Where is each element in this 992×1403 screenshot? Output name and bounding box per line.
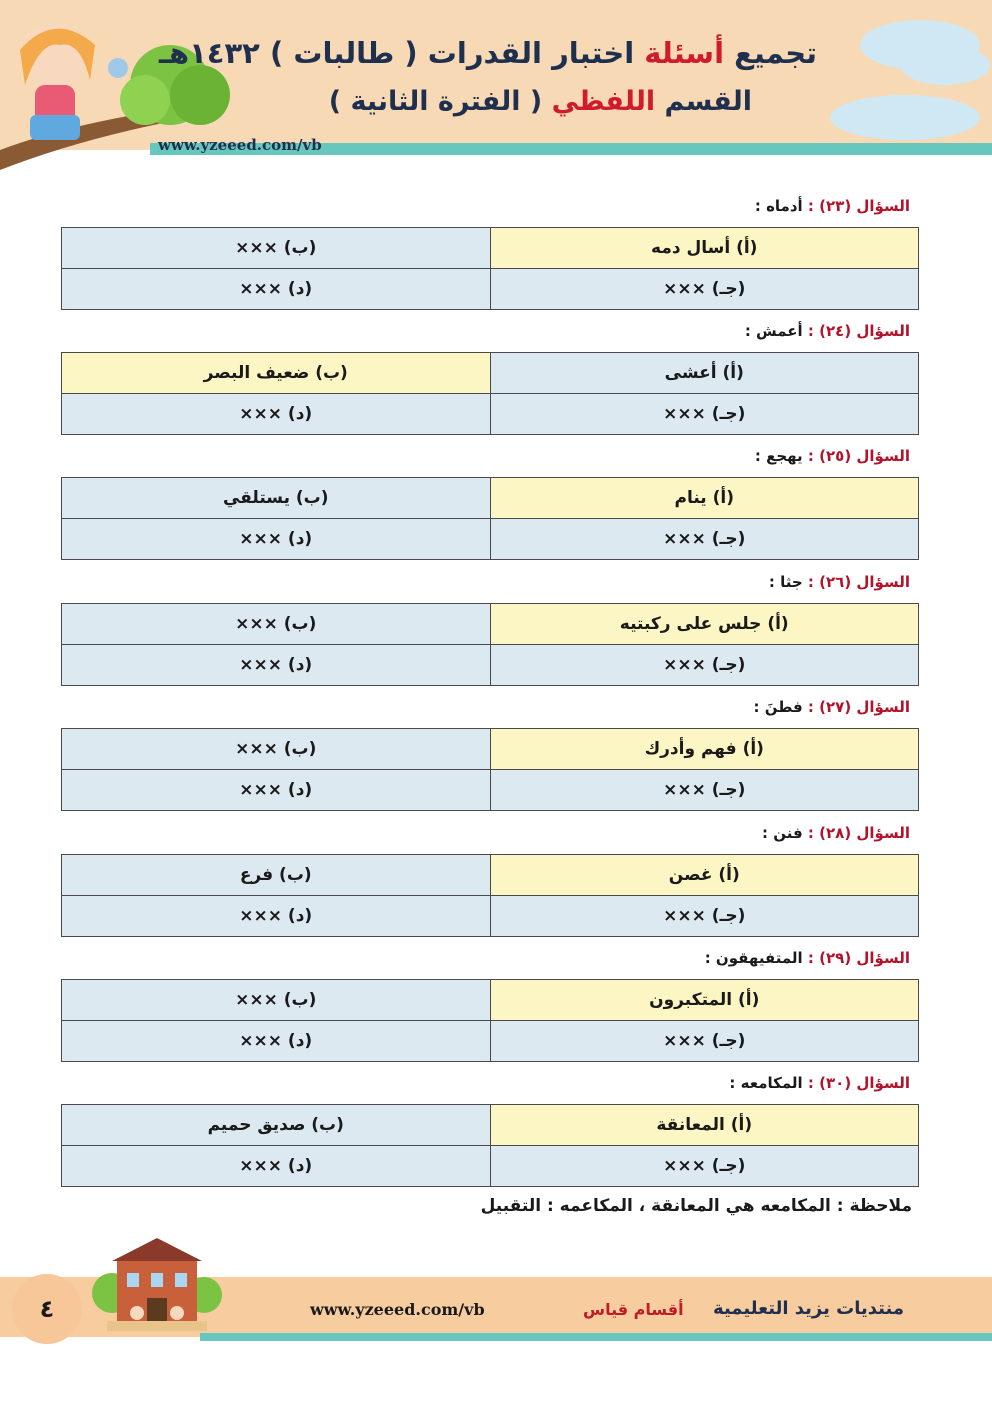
answer-option-d[interactable]: (د) ××× <box>62 269 491 310</box>
answer-options-table <box>61 227 919 310</box>
footer-divider <box>200 1333 992 1341</box>
school-illustration <box>92 1233 222 1353</box>
answer-option-d[interactable]: (د) ××× <box>62 394 491 435</box>
subtitle-highlight: اللفظي <box>551 86 656 117</box>
answer-option-b[interactable]: (ب) ××× <box>62 980 491 1021</box>
table-row <box>62 478 919 519</box>
table-row <box>62 228 919 269</box>
question-heading <box>705 949 910 967</box>
question-heading <box>754 698 910 716</box>
answer-options-table <box>61 477 919 560</box>
question-heading <box>729 1074 910 1092</box>
subtitle-text: القسم <box>655 86 752 117</box>
answer-option-d[interactable]: (د) ××× <box>62 519 491 560</box>
question-word: المكامعه : <box>729 1074 803 1092</box>
answer-options-table <box>61 979 919 1062</box>
table-row <box>62 519 919 560</box>
page-title <box>159 36 817 70</box>
question-heading <box>755 197 910 215</box>
answer-option-a[interactable]: (أ) غصن <box>490 855 919 896</box>
answer-option-d[interactable]: (د) ××× <box>62 1021 491 1062</box>
answer-option-a[interactable]: (أ) فهم وأدرك <box>490 729 919 770</box>
answer-option-b[interactable]: (ب) ××× <box>62 604 491 645</box>
footer-site-link[interactable]: www.yzeeed.com/vb <box>310 1300 485 1319</box>
answer-option-a[interactable]: (أ) أسال دمه <box>490 228 919 269</box>
question-heading <box>755 447 910 465</box>
answer-option-c[interactable]: (جـ) ××× <box>490 1146 919 1187</box>
answer-options-table <box>61 352 919 435</box>
answer-options-table <box>61 728 919 811</box>
question-number: السؤال (٢٥) : <box>807 447 910 465</box>
question-word: جثا : <box>768 573 803 591</box>
question-number: السؤال (٢٩) : <box>807 949 910 967</box>
page-subtitle <box>329 86 752 117</box>
page-number: ٤ <box>12 1274 82 1344</box>
answer-option-c[interactable]: (جـ) ××× <box>490 1021 919 1062</box>
question-word: المتفيهقون : <box>704 949 803 967</box>
question-word: أدماه : <box>754 197 803 215</box>
answer-option-b[interactable]: (ب) يستلقي <box>62 478 491 519</box>
table-row <box>62 896 919 937</box>
answer-option-c[interactable]: (جـ) ××× <box>490 645 919 686</box>
table-row <box>62 269 919 310</box>
cloud-decoration <box>900 45 990 85</box>
answer-options-table <box>61 854 919 937</box>
note: ملاحظة : المكامعه هي المعانقة ، المكاعمه : التقبيل <box>480 1196 912 1216</box>
title-highlight: أسئلة <box>644 36 725 70</box>
title-text: تجميع <box>724 36 817 70</box>
answer-options-table <box>61 603 919 686</box>
girl-on-branch-illustration <box>0 0 240 190</box>
question-number: السؤال (٢٧) : <box>807 698 910 716</box>
answer-option-c[interactable]: (جـ) ××× <box>490 770 919 811</box>
answer-option-a[interactable]: (أ) أعشى <box>490 353 919 394</box>
table-row <box>62 729 919 770</box>
question-word: يهجع : <box>754 447 803 465</box>
answer-option-d[interactable]: (د) ××× <box>62 645 491 686</box>
answer-option-c[interactable]: (جـ) ××× <box>490 269 919 310</box>
question-number: السؤال (٢٨) : <box>807 824 910 842</box>
question-number: السؤال (٢٦) : <box>807 573 910 591</box>
title-text: اختبار القدرات ( طالبات ) ١٤٣٢هـ <box>159 36 645 70</box>
answer-option-d[interactable]: (د) ××× <box>62 770 491 811</box>
answer-option-d[interactable]: (د) ××× <box>62 1146 491 1187</box>
table-row <box>62 770 919 811</box>
question-word: فطنَ : <box>753 698 803 716</box>
footer-forum-name: منتديات يزيد التعليمية <box>713 1298 904 1319</box>
table-row <box>62 645 919 686</box>
answer-options-table <box>61 1104 919 1187</box>
question-heading <box>745 322 910 340</box>
question-heading <box>769 573 910 591</box>
table-row <box>62 394 919 435</box>
answer-option-d[interactable]: (د) ××× <box>62 896 491 937</box>
answer-option-b[interactable]: (ب) ××× <box>62 228 491 269</box>
answer-option-a[interactable]: (أ) ينام <box>490 478 919 519</box>
table-row <box>62 855 919 896</box>
answer-option-a[interactable]: (أ) المعانقة <box>490 1105 919 1146</box>
cloud-decoration <box>830 95 980 140</box>
answer-option-a[interactable]: (أ) المتكبرون <box>490 980 919 1021</box>
answer-option-b[interactable]: (ب) ضعيف البصر <box>62 353 491 394</box>
footer-section-link[interactable]: أقسام قياس <box>583 1300 684 1319</box>
header-site-link[interactable]: www.yzeeed.com/vb <box>158 136 322 154</box>
answer-option-c[interactable]: (جـ) ××× <box>490 896 919 937</box>
answer-option-c[interactable]: (جـ) ××× <box>490 519 919 560</box>
question-number: السؤال (٢٣) : <box>807 197 910 215</box>
table-row <box>62 1021 919 1062</box>
question-heading <box>762 824 910 842</box>
table-row <box>62 980 919 1021</box>
answer-option-b[interactable]: (ب) فرع <box>62 855 491 896</box>
question-number: السؤال (٢٤) : <box>807 322 910 340</box>
subtitle-text: ( الفترة الثانية ) <box>328 86 552 117</box>
answer-option-b[interactable]: (ب) ××× <box>62 729 491 770</box>
question-number: السؤال (٣٠) : <box>807 1074 910 1092</box>
question-word: أعمش : <box>744 322 803 340</box>
question-word: فنن : <box>762 824 803 842</box>
table-row <box>62 353 919 394</box>
table-row <box>62 1146 919 1187</box>
answer-option-a[interactable]: (أ) جلس على ركبتيه <box>490 604 919 645</box>
table-row <box>62 604 919 645</box>
answer-option-b[interactable]: (ب) صديق حميم <box>62 1105 491 1146</box>
answer-option-c[interactable]: (جـ) ××× <box>490 394 919 435</box>
table-row <box>62 1105 919 1146</box>
